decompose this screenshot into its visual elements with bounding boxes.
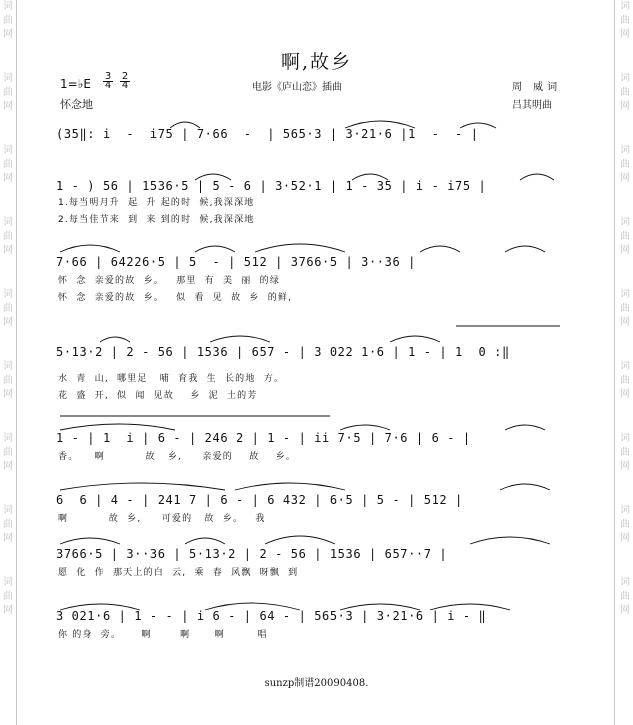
lyric-line: 怀 念 亲爱的故 乡。 那里 有 美 丽 的绿 — [58, 276, 281, 286]
lyricist-credit: 周 威词 — [512, 82, 562, 93]
notation-row: 7·66 | 64226·5 | 5 - | 512 | 3766·5 | 3··36 | — [56, 255, 416, 269]
watermark-left: 词 曲 网 词 曲 网 词 曲 网 词 曲 网 词 曲 网 词 曲 网 词 曲 网 词 曲 网 词 曲 网 — [3, 1, 13, 616]
notation-row: 3766·5 | 3··36 | 5·13·2 | 2 - 56 | 1536 | 657··7 | — [56, 547, 448, 561]
notation-row: 1 - ) 56 | 1536·5 | 5 - 6 | 3·52·1 | 1 - 35 | i - i75 | — [56, 179, 487, 193]
notation-row: 1 - | 1 i | 6 - | 246 2 | 1 - | ii 7·5 | 7·6 | 6 - | — [56, 431, 471, 445]
key-signature: 1=♭E — [60, 77, 91, 91]
composer-credit: 吕其明曲 — [512, 100, 552, 111]
lyric-line: 香。 啊 故 乡, 亲爱的 故 乡。 — [58, 452, 297, 462]
lyric-line: 你 的身 旁。 啊 啊 啊 唱 — [58, 630, 268, 640]
lyric-line: 怀 念 亲爱的故 乡。 似 看 见 故 乡 的鲜, — [58, 293, 293, 303]
lyric-line: 水 青 山, 哪里足 哺 育我 生 长的地 方。 — [58, 374, 285, 384]
notation-row: 6 6 | 4 - | 241 7 | 6 - | 6 432 | 6·5 | 5 - | 512 | — [56, 493, 463, 507]
lyric-line: 1.每当明月升 起 升 起的时 候,我深深地 — [58, 198, 255, 208]
lyric-line: 愿 化 作 那天上的白 云, 乘 春 风飘 呀飘 到 — [58, 568, 299, 578]
notation-row: 5·13·2 | 2 - 56 | 1536 | 657 - | 3 022 1·6 | 1 - | 1 0 :‖ — [56, 345, 510, 359]
transcriber-credit: sunzp制谱20090408. — [264, 678, 369, 689]
lyric-line: 花 盛 开, 似 闻 见故 乡 泥 土的芳 — [58, 391, 258, 401]
notation-row: 3 021·6 | 1 - - | i 6 - | 64 - | 565·3 | 3·21·6 | i - ‖ — [56, 609, 487, 623]
tempo-mood-marking: 怀念地 — [60, 98, 93, 111]
slur-marks — [0, 408, 633, 426]
notation-row: (35‖: i - i75 | 7·66 - | 565·3 | 3·21·6 |1 - - | — [56, 127, 479, 141]
film-credit: 电影《庐山恋》插曲 — [252, 82, 342, 93]
lyric-line: 啊 故 乡, 可爱的 故 乡。 我 — [58, 514, 266, 524]
time-signature-1: 3 4 — [104, 71, 112, 91]
watermark-right: 词 曲 网 词 曲 网 词 曲 网 词 曲 网 词 曲 网 词 曲 网 词 曲 网 词 曲 网 词 曲 网 — [620, 1, 630, 616]
time-signature-2: 2 4 — [121, 71, 129, 91]
song-title: 啊,故乡 — [280, 51, 353, 73]
slur-marks — [0, 312, 633, 330]
lyric-line: 2.每当佳节来 到 来 到的时 候,我深深地 — [58, 215, 255, 225]
